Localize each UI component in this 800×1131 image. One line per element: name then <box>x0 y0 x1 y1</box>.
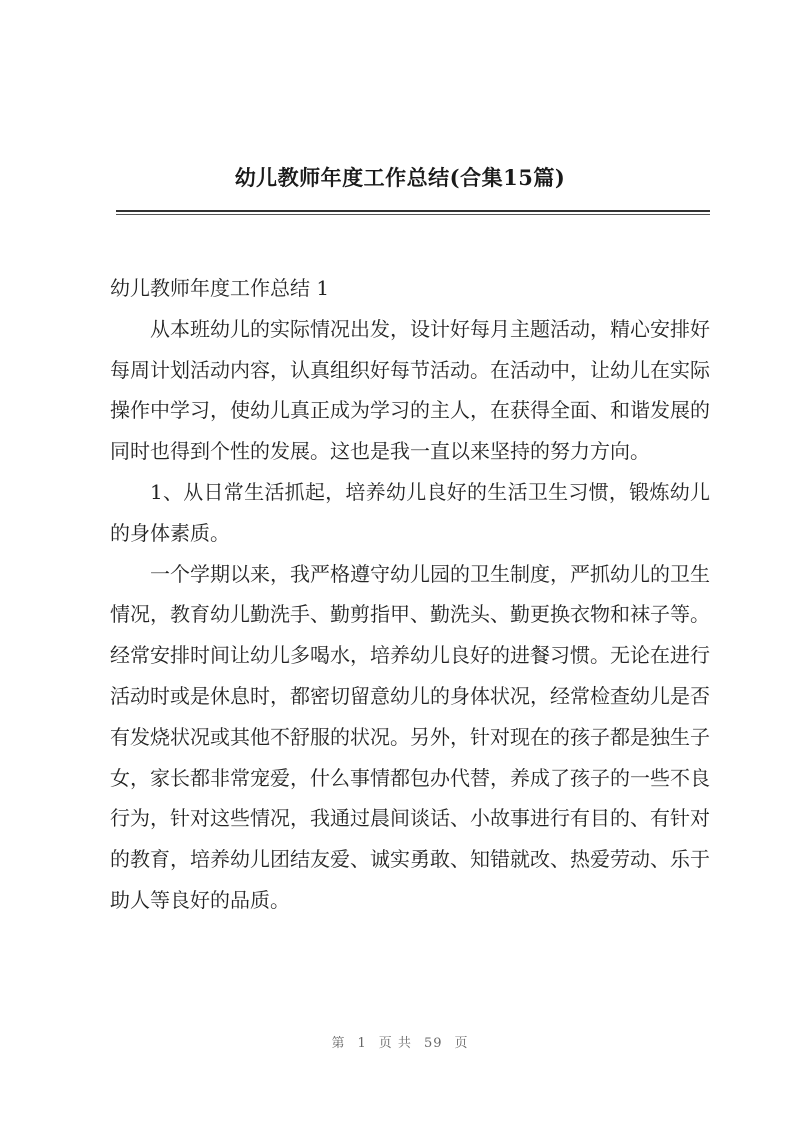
section-heading: 幼儿教师年度工作总结 1 <box>110 276 330 300</box>
document-body <box>110 268 710 921</box>
paragraph-intro: 从本班幼儿的实际情况出发，设计好每月主题活动，精心安排好每周计划活动内容，认真组织好每节活动。在活动中，让幼儿在实际操作中学习，使幼儿真正成为学习的主人，在获得全面、和谐发展的同时也得到个性的发展。这也是我一直以来坚持的努力方向。 <box>110 316 710 464</box>
footer-total-pages: 59 <box>423 1036 443 1051</box>
footer-pages-suffix: 页 <box>454 1036 469 1051</box>
footer-page-label: 第 <box>331 1036 346 1051</box>
title-underline-thin <box>116 214 710 215</box>
document-title: 幼儿教师年度工作总结(合集15篇) <box>234 165 566 190</box>
paragraph-point-1: 1、从日常生活抓起，培养幼儿良好的生活卫生习惯，锻炼幼儿的身体素质。 <box>110 479 710 545</box>
footer-page-of: 页 共 <box>378 1036 412 1051</box>
page-footer <box>0 1032 800 1051</box>
title-underline-thick <box>116 210 710 212</box>
paragraph-hygiene: 一个学期以来，我严格遵守幼儿园的卫生制度，严抓幼儿的卫生情况，教育幼儿勤洗手、勤剪指甲、勤洗头、勤更换衣物和袜子等。经常安排时间让幼儿多喝水，培养幼儿良好的进餐习惯。无论在进行活动时或是休息时，都密切留意幼儿的身体状况，经常检查幼儿是否有发烧状况或其他不舒服的状况。另外，针对现在的孩子都是独生子女，家长都非常宠爱，什么事情都包办代替，养成了孩子的一些不良行为，针对这些情况，我通过晨间谈话、小故事进行有目的、有针对的教育，培养幼儿团结友爱、诚实勇敢、知错就改、热爱劳动、乐于助人等良好的品质。 <box>110 561 710 912</box>
footer-page-number: 1 <box>357 1036 367 1051</box>
